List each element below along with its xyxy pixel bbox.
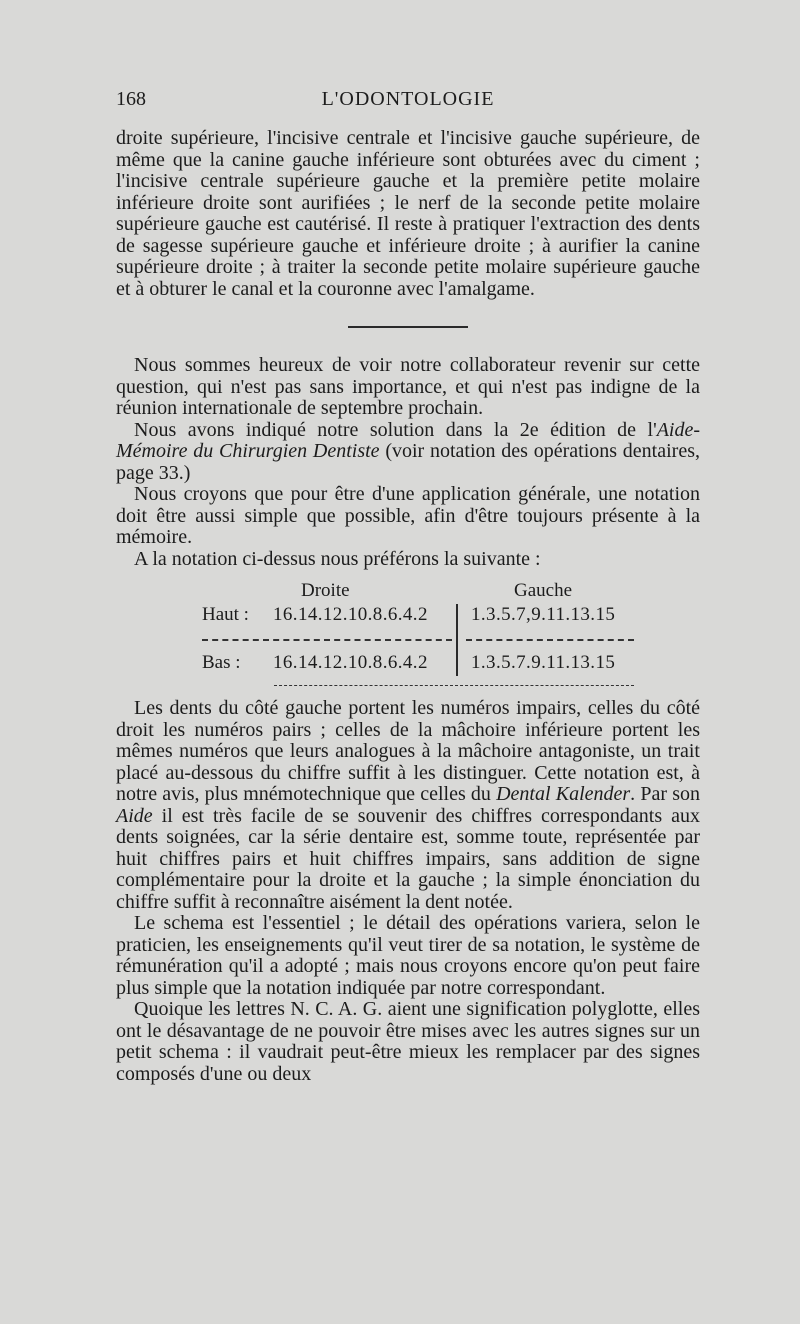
paragraph-3 [116,420,700,485]
page-header [116,88,700,118]
paragraph-3-text-a: Nous avons indiqué notre solution dans la 2e édition de l' [134,418,657,441]
paragraph-6-text-a: Les dents du côté gauche portent les numéros impairs, celles du côté droit les numéros pairs ; celles de la mâchoire inférieure portent les mêmes numéros que leurs analogues à la mâchoire antagoniste, un trait placé au-dessous du chiffre suffit à les distinguer. Cette notation est, à notre avis, plus mnémotechnique que celles du [116,697,700,805]
schema-haut-left-numbers: 1.3.5.7,9.11.13.15 [471,604,616,625]
paragraph-6 [116,698,700,913]
dental-kalender-title: Dental Kalender [496,783,631,805]
dental-notation-schema [116,580,700,698]
page-number: 168 [116,88,146,110]
body-text [116,128,700,1085]
running-title: L'ODONTOLOGIE [321,88,495,110]
paragraph-1: droite supérieure, l'incisive centrale et l'incisive gauche supérieure, de même que la canine gauche inférieure sont obturées avec du ciment ; l'incisive centrale supérieure gauche et la première petite molaire inférieure droite sont aurifiées ; le nerf de la seconde petite molaire supérieure gauche est cautérisé. Il reste à pratiquer l'extraction des dents de sagesse supérieure gauche et inférieure droite ; à aurifier la canine supérieure droite ; à traiter la seconde petite molaire supérieure gauche et à obturer le canal et la couronne avec l'amalgame. [116,127,700,300]
paragraph-3-text-b: (voir notation des opérations dentaires, page 33.) [116,440,700,484]
schema-haut-label: Haut : [202,604,249,625]
schema-row-bas [116,652,700,676]
paragraph-6-text-b: . Par son [630,783,700,805]
aide-short-title: Aide [116,804,153,827]
schema-row-haut [116,604,700,628]
section-divider [348,326,468,328]
schema-gauche-label: Gauche [514,580,573,601]
schema-haut-right-numbers: 16.14.12.10.8.6.4.2 [273,604,428,625]
schema-bas-right-numbers: 16.14.12.10.8.6.4.2 [273,652,428,673]
aide-memoire-title: Aide-Mémoire du Chirurgien Dentiste [116,418,700,462]
paragraph-6-text-c: il est très facile de se souvenir des chiffres correspondants aux dents soignées, car la série dentaire est, somme toute, représentée par huit chiffres pairs et huit chiffres impairs, sans addition de signe complémentaire pour la droite et la gauche ; la simple énonciation du chiffre suffit à reconnaître aisément la dent notée. [116,804,700,913]
schema-dashed-line-left [202,639,452,641]
paragraph-2: Nous sommes heureux de voir notre collaborateur revenir sur cette question, qui n'est pas sans importance, et qui n'est pas indigne de la réunion internationale de septembre prochain. [116,354,700,419]
schema-droite-label: Droite [301,580,350,601]
schema-bas-label: Bas : [202,652,241,673]
schema-dashed-underline [274,685,634,686]
paragraph-7: Le schema est l'essentiel ; le détail des opérations variera, selon le praticien, les enseignements qu'il veut tirer de sa notation, le système de rémunération qu'il a adopté ; mais nous croyons encore qu'on peut faire plus simple que la notation indiquée par notre correspondant. [116,912,700,999]
schema-bas-left-numbers: 1.3.5.7.9.11.13.15 [471,652,616,673]
paragraph-4: Nous croyons que pour être d'une application générale, une notation doit être aussi simple que possible, afin d'être toujours présente à la mémoire. [116,483,700,548]
paragraph-8: Quoique les lettres N. C. A. G. aient une signification polyglotte, elles ont le désavantage de ne pouvoir être mises avec les autres signes sur un petit schema : il vaudrait peut-être mieux les remplacer par des signes composés d'une ou deux [116,998,700,1085]
paragraph-5: A la notation ci-dessus nous préférons la suivante : [134,547,541,570]
schema-dashed-line-right [466,639,634,641]
